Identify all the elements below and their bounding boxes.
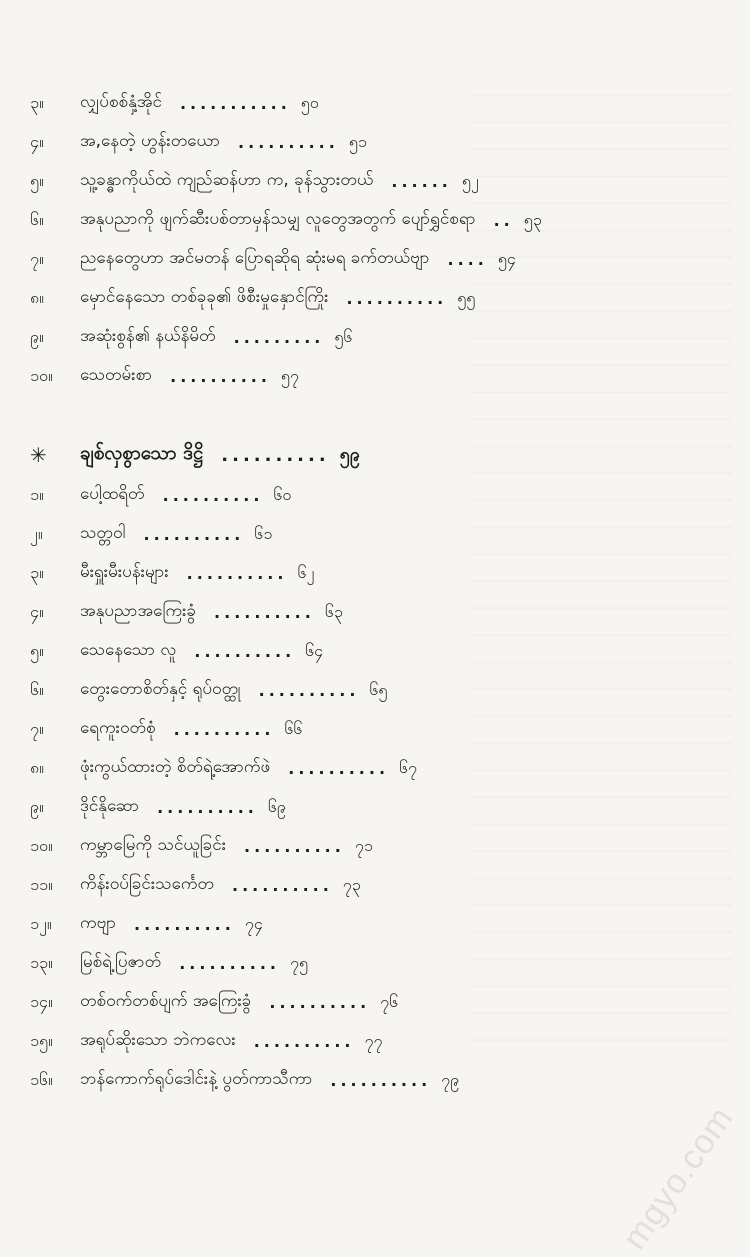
toc-entry bbox=[30, 515, 720, 554]
entry-title: ဒိုင်နိုဆော bbox=[80, 796, 140, 816]
toc-entry bbox=[30, 162, 720, 201]
toc-entry bbox=[30, 671, 720, 710]
dot-leader: .......... bbox=[134, 915, 235, 934]
watermark: mgyo.com bbox=[615, 1099, 742, 1257]
toc-entry bbox=[30, 279, 720, 318]
toc-entry bbox=[30, 905, 720, 944]
dot-leader: .......... bbox=[221, 444, 330, 466]
toc-entry bbox=[30, 749, 720, 788]
dot-leader: .......... bbox=[162, 486, 264, 505]
toc-entry bbox=[30, 593, 720, 632]
entry-page: ၆၅ bbox=[369, 679, 388, 699]
toc-entry bbox=[30, 318, 720, 357]
entry-page: ၇၇ bbox=[364, 1030, 383, 1050]
toc-entry bbox=[30, 1022, 720, 1061]
entry-page: ၇၃ bbox=[342, 874, 361, 894]
toc-entry bbox=[30, 866, 720, 905]
entry-number: ၃။ bbox=[30, 562, 44, 582]
entry-number: ၁၀။ bbox=[30, 835, 53, 855]
dot-leader: .......... bbox=[157, 798, 258, 817]
entry-page: ၅၁ bbox=[348, 131, 367, 151]
section-title: ချစ်လှစွာသော ဒိဋ္ဌိ bbox=[80, 442, 204, 464]
entry-title: ရေကူးဝတ်စုံ bbox=[80, 718, 156, 738]
entry-page: ၇၁ bbox=[354, 835, 373, 855]
entry-title: တွေးတောစိတ်နှင့် ရုပ်ဝတ္ထု bbox=[80, 679, 241, 699]
dot-leader: ...... bbox=[391, 172, 452, 191]
entry-title: မြစ်ရဲ့ပြဇာတ် bbox=[80, 952, 162, 972]
entry-title: ဘန်ကောက်ရုပ်ဒေါင်းနဲ့ ပွတ်ကာသီကာ bbox=[80, 1069, 313, 1089]
entry-number: ၁။ bbox=[30, 484, 44, 504]
dot-leader: .......... bbox=[253, 1032, 355, 1051]
toc-entry bbox=[30, 554, 720, 593]
entry-page: ၆၄ bbox=[305, 640, 324, 660]
entry-title: သေနေသော လူ bbox=[80, 640, 177, 660]
dot-leader: .......... bbox=[170, 367, 271, 386]
dot-leader: .......... bbox=[238, 133, 339, 152]
entry-page: ၆၇ bbox=[399, 757, 418, 777]
entry-number: ၄။ bbox=[30, 131, 44, 151]
entry-number: ၆။ bbox=[30, 679, 44, 699]
entry-number: ၂။ bbox=[30, 523, 43, 543]
entry-title: ပေါ့ထရိတ် bbox=[80, 484, 145, 504]
entry-title: တစ်ဝက်တစ်ပျက် အကြေးခွံ bbox=[80, 991, 252, 1011]
entry-title: မီးရှူးမီးပန်းများ bbox=[80, 562, 169, 582]
entry-number: ၃။ bbox=[30, 92, 44, 112]
entry-number: ၁၁။ bbox=[30, 874, 53, 894]
entry-number: ၆။ bbox=[30, 209, 44, 229]
entry-title: အနုပညာအကြေးခွံ bbox=[80, 601, 197, 621]
entry-title: ဖုံးကွယ်ထားတဲ့ စိတ်ရဲ့အောက်ဖဲ bbox=[80, 757, 271, 777]
entry-page: ၆၁ bbox=[254, 523, 273, 543]
entry-number: ၇။ bbox=[30, 718, 44, 738]
dot-leader: ........... bbox=[179, 94, 291, 113]
toc-entry bbox=[30, 84, 720, 123]
section-mark: ✳ bbox=[30, 443, 47, 467]
entry-title: အ,နေတဲ့ ဟွန်းတယော bbox=[80, 131, 221, 151]
table-of-contents bbox=[30, 84, 720, 1100]
entry-page: ၆၆ bbox=[284, 718, 303, 738]
entry-page: ၇၄ bbox=[244, 913, 263, 933]
dot-leader: .......... bbox=[258, 681, 360, 700]
toc-entry bbox=[30, 201, 720, 240]
entry-title: ကိန်းဝပ်ခြင်းသင်္ကေတ bbox=[80, 874, 215, 894]
entry-title: သူ့ခန္ဓာကိုယ်ထဲ ကျည်ဆန်ဟာ က, ခုန်သွားတယ် bbox=[80, 170, 374, 190]
entry-title: မှောင်နေသော တစ်ခုခု၏ ဖိစီးမှုနှောင်ကြိုး bbox=[80, 287, 329, 307]
dot-leader: .......... bbox=[143, 525, 245, 544]
entry-number: ၁၃။ bbox=[30, 952, 53, 972]
entry-page: ၅၇ bbox=[280, 365, 299, 385]
dot-leader: .......... bbox=[194, 642, 296, 661]
entry-title: သတ္တဝါ bbox=[80, 523, 126, 543]
dot-leader: .......... bbox=[214, 603, 315, 622]
dot-leader: .......... bbox=[232, 876, 333, 895]
entry-page: ၅၃ bbox=[523, 209, 542, 229]
dot-leader: ......... bbox=[233, 328, 325, 347]
entry-title: အဆုံးစွန်၏ နယ်နိမိတ် bbox=[80, 326, 216, 346]
section-heading bbox=[30, 434, 720, 476]
entry-page: ၅၄ bbox=[497, 248, 516, 268]
section-page: ၅၉ bbox=[339, 443, 360, 465]
entry-page: ၆၃ bbox=[324, 601, 343, 621]
dot-leader: .......... bbox=[173, 720, 275, 739]
toc-entry bbox=[30, 983, 720, 1022]
entry-number: ၉။ bbox=[30, 796, 44, 816]
entry-page: ၅၀ bbox=[300, 92, 319, 112]
toc-entry bbox=[30, 710, 720, 749]
entry-number: ၁၆။ bbox=[30, 1069, 53, 1089]
dot-leader: .......... bbox=[346, 289, 448, 308]
entry-number: ၁၅။ bbox=[30, 1030, 53, 1050]
toc-entry bbox=[30, 240, 720, 279]
entry-page: ၇၉ bbox=[441, 1069, 460, 1089]
entry-title: အနုပညာကို ဖျက်ဆီးပစ်တာမှန်သမျှ လူတွေအတွက် ပျော်ရွှင်စရာ bbox=[80, 209, 476, 229]
entry-page: ၅၂ bbox=[461, 170, 479, 190]
dot-leader: .... bbox=[447, 250, 488, 269]
entry-title: ကဗျာ bbox=[80, 913, 117, 933]
entry-number: ၈။ bbox=[30, 287, 44, 307]
dot-leader: .......... bbox=[179, 954, 280, 973]
dot-leader: .......... bbox=[330, 1071, 432, 1090]
section-spacer bbox=[30, 396, 720, 434]
toc-entry bbox=[30, 476, 720, 515]
entry-number: ၁၄။ bbox=[30, 991, 53, 1011]
entry-number: ၇။ bbox=[30, 248, 44, 268]
entry-page: ၅၆ bbox=[334, 326, 353, 346]
dot-leader: .......... bbox=[186, 564, 288, 583]
entry-number: ၁၂။ bbox=[30, 913, 52, 933]
dot-leader: .......... bbox=[288, 759, 390, 778]
toc-entry bbox=[30, 357, 720, 396]
entry-title: သေတမ်းစာ bbox=[80, 365, 153, 385]
entry-number: ၉။ bbox=[30, 326, 44, 346]
entry-title: အရုပ်ဆိုးသော ဘဲကလေး bbox=[80, 1030, 236, 1050]
toc-entry bbox=[30, 944, 720, 983]
entry-page: ၇၅ bbox=[289, 952, 308, 972]
entry-title: လျှပ်စစ်နှံ့အိုင် bbox=[80, 92, 162, 112]
toc-entry bbox=[30, 632, 720, 671]
entry-page: ၆၀ bbox=[273, 484, 292, 504]
entry-number: ၈။ bbox=[30, 757, 44, 777]
entry-number: ၁၀။ bbox=[30, 365, 53, 385]
entry-title: ကမ္ဘာမြေကို သင်ယူခြင်း bbox=[80, 835, 227, 855]
entry-number: ၅။ bbox=[30, 640, 44, 660]
entry-page: ၅၅ bbox=[457, 287, 476, 307]
entry-number: ၅။ bbox=[30, 170, 44, 190]
entry-page: ၆၂ bbox=[297, 562, 315, 582]
entry-page: ၇၆ bbox=[380, 991, 399, 1011]
dot-leader: .. bbox=[493, 211, 514, 230]
toc-entry bbox=[30, 123, 720, 162]
entry-page: ၆၉ bbox=[267, 796, 286, 816]
entry-title: ညနေတွေဟာ အင်မတန် ပြောရဆိုရ ဆုံးမရ ခက်တယ်ဗျာ bbox=[80, 248, 430, 268]
toc-entry bbox=[30, 788, 720, 827]
dot-leader: .......... bbox=[244, 837, 345, 856]
dot-leader: .......... bbox=[269, 993, 371, 1012]
entry-number: ၄။ bbox=[30, 601, 44, 621]
toc-entry bbox=[30, 1061, 720, 1100]
toc-entry bbox=[30, 827, 720, 866]
